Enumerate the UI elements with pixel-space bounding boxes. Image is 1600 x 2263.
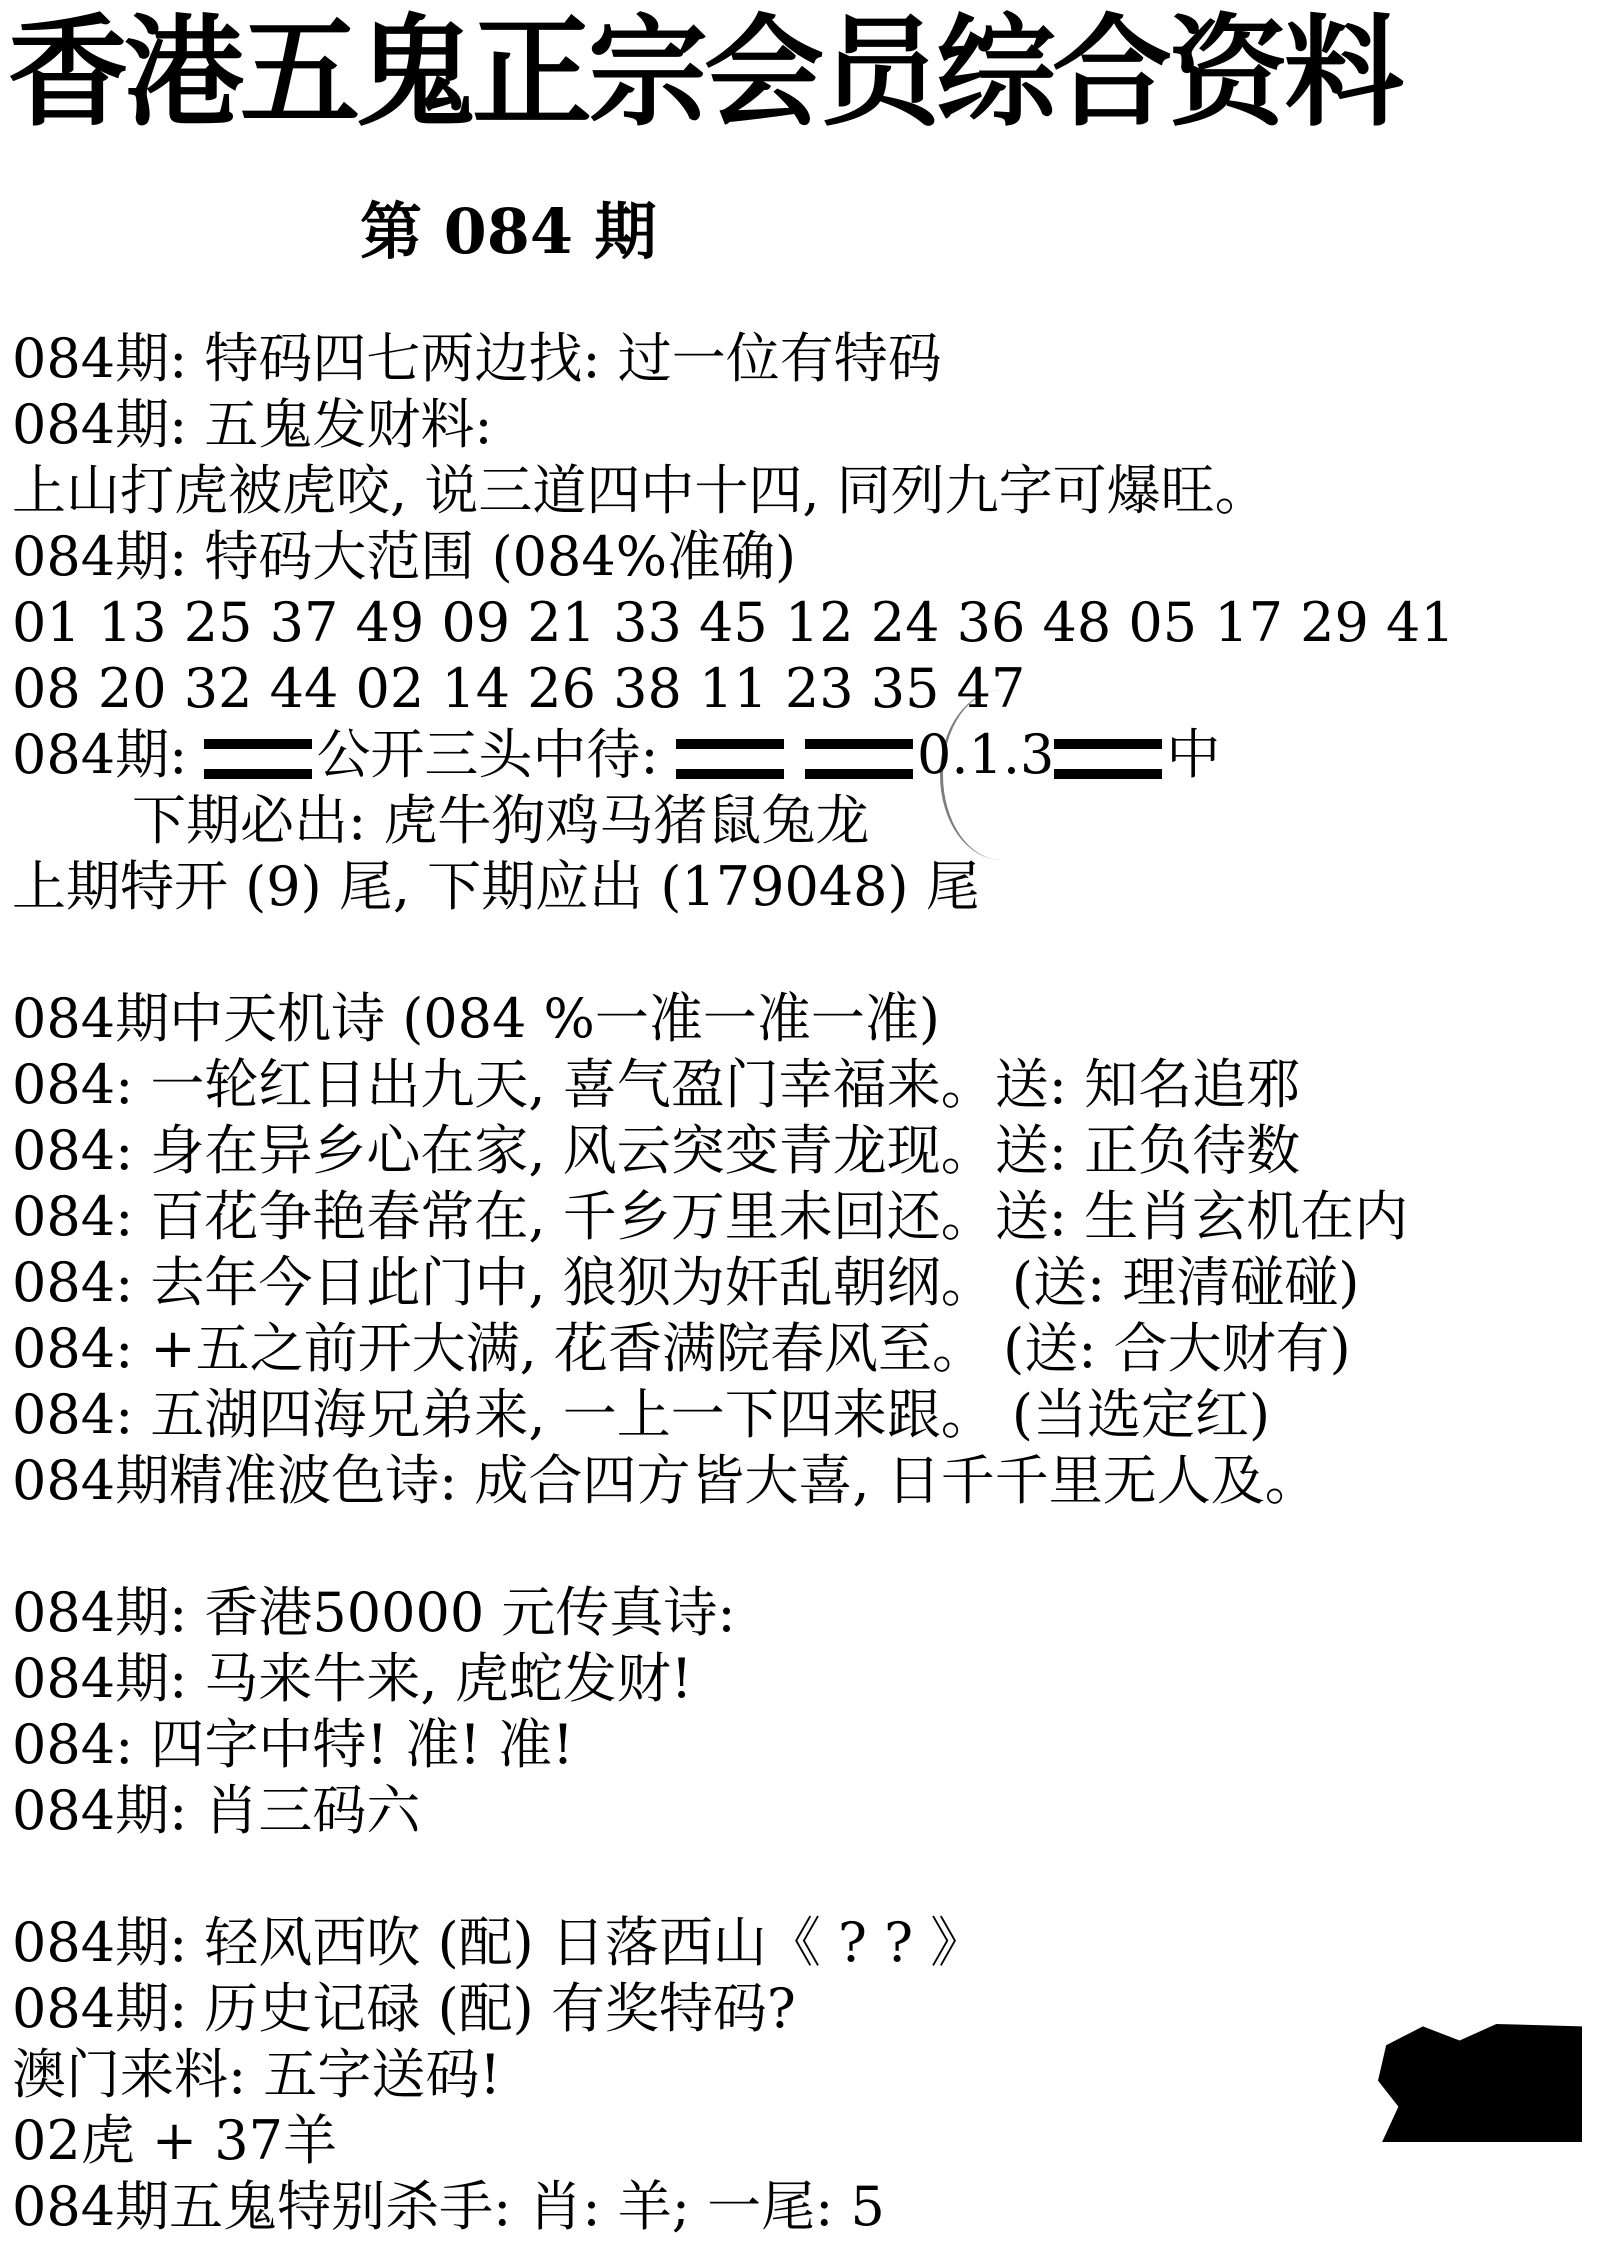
document-title: 香港五鬼正宗会员综合资料 [8, 4, 1400, 143]
line-prefix: 084期: [12, 723, 205, 786]
redacted-line [12, 722, 1592, 788]
spacer [12, 1844, 1592, 1910]
poem-line: 084: 五湖四海兄弟来, 一上一下四来跟。 (当选定红) [12, 1383, 1271, 1446]
scan-smudge [940, 690, 1063, 860]
text-line: 下期必出: 虎牛狗鸡马猪鼠兔龙 [132, 789, 870, 852]
redaction-mark [805, 739, 913, 779]
text-line: 上期特开 (9) 尾, 下期应出 (179048) 尾 [12, 855, 980, 918]
text-line: 084期精准波色诗: 成合四方皆大喜, 日千千里无人及。 [12, 1449, 1319, 1512]
text-line: 084期: 香港50000 元传真诗: [12, 1581, 736, 1644]
number-row: 01 13 25 37 49 09 21 33 45 12 24 36 48 05 17 29 41 [12, 591, 1455, 654]
spacer [12, 920, 1592, 986]
text-segment: 0.1.3 [916, 723, 1055, 786]
redaction-mark [676, 739, 784, 779]
number-row: 08 20 32 44 02 14 26 38 11 23 35 47 [12, 657, 1026, 720]
text-line: 084期中天机诗 (084 %一准一准一准) [12, 987, 940, 1050]
text-line: 084期: 历史记碌 (配) 有奖特码? [12, 1977, 796, 2040]
redaction-mark [204, 739, 312, 779]
poem-line: 084: 一轮红日出九天, 喜气盈门幸福来。送: 知名追邪 [12, 1053, 1301, 1116]
text-segment: 公开三头中待: [316, 723, 659, 786]
ink-blot [1378, 2024, 1582, 2142]
content-lines [12, 326, 1592, 2240]
poem-line: 084: 身在异乡心在家, 风云突变青龙现。送: 正负待数 [12, 1119, 1301, 1182]
text-line: 084: 四字中特! 准! 准! [12, 1713, 574, 1776]
poem-line: 084: +五之前开大满, 花香满院春风至。 (送: 合大财有) [12, 1317, 1351, 1380]
text-line: 084期: 特码四七两边找: 过一位有特码 [12, 327, 942, 390]
text-line: 084期: 马来牛来, 虎蛇发财! [12, 1647, 693, 1710]
text-line: 084期: 肖三码六 [12, 1779, 421, 1842]
issue-number: 第 084 期 [360, 195, 657, 268]
text-line: 上山打虎被虎咬, 说三道四中十四, 同列九字可爆旺。 [12, 459, 1269, 522]
text-line: 澳门来料: 五字送码! [12, 2043, 502, 2106]
poem-line: 084: 百花争艳春常在, 千乡万里未回还。送: 生肖玄机在内 [12, 1185, 1409, 1248]
text-line: 084期五鬼特别杀手: 肖: 羊; 一尾: 5 [12, 2175, 885, 2238]
spacer [12, 1514, 1592, 1580]
text-line: 084期: 轻风西吹 (配) 日落西山《 ? ? 》 [12, 1911, 985, 1974]
text-line: 02虎 + 37羊 [12, 2109, 338, 2172]
text-segment: 中 [1166, 723, 1221, 786]
text-line: 084期: 五鬼发财料: [12, 393, 493, 456]
redaction-mark [1054, 739, 1162, 779]
text-line: 084期: 特码大范围 (084%准确) [12, 525, 797, 588]
poem-line: 084: 去年今日此门中, 狼狈为奸乱朝纲。 (送: 理清碰碰) [12, 1251, 1360, 1314]
